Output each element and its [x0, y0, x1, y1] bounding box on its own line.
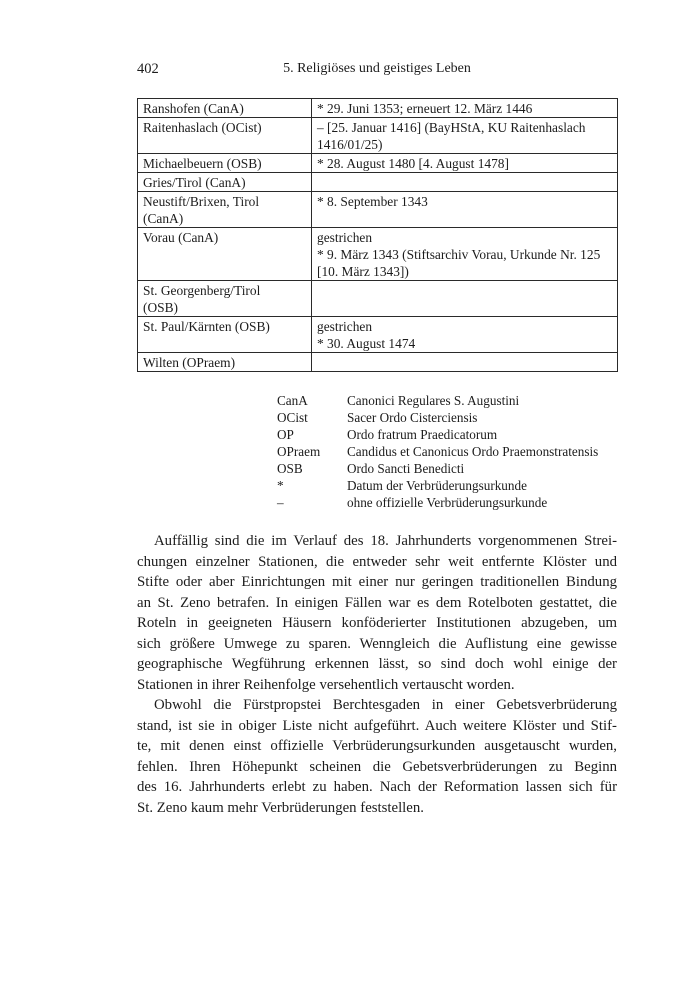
paragraph-line: St. Zeno kaum mehr Verbrüderungen feststellen. [137, 799, 424, 816]
table-row [138, 281, 618, 317]
paragraph-line: Stifte oder aber Einrichtungen mit einer nur geringen traditionellen Bindung [137, 574, 617, 590]
confraternity-info-line: gestrichen [317, 230, 373, 245]
confraternity-info-cell [312, 99, 618, 118]
station-name-line: (CanA) [143, 211, 184, 226]
body-paragraph [137, 531, 617, 695]
body-paragraph [137, 695, 617, 818]
station-cell [138, 173, 312, 192]
table-row [138, 154, 618, 173]
table-row [138, 192, 618, 228]
legend-abbreviation: OCist [277, 410, 308, 425]
confraternity-info-line: 1416/01/25) [317, 137, 383, 152]
paragraph-line: sich größere Umwege zu sparen. Wenngleich die Auflistung eine gewisse [137, 635, 617, 652]
legend-definition: Ordo Sancti Benedicti [347, 461, 465, 476]
legend-row [277, 409, 598, 426]
station-name-line: Neustift/Brixen, Tirol [143, 194, 260, 209]
paragraph-line: Obwohl die Fürstpropstei Berchtesgaden in einer Gebetsverbrüderung [154, 697, 617, 713]
table-row [138, 173, 618, 192]
station-cell [138, 353, 312, 372]
legend-abbreviation: CanA [277, 393, 308, 408]
station-cell [138, 281, 312, 317]
running-head: 5. Religiöses und geistiges Leben [283, 61, 471, 76]
station-cell [138, 99, 312, 118]
station-cell [138, 154, 312, 173]
legend-row [277, 426, 598, 443]
paragraph-line: Roteln in geeigneten Häusern konföderierter Institutionen abzugeben, um [137, 615, 617, 631]
confraternity-info-line: * 8. September 1343 [317, 194, 428, 209]
page-number: 402 [137, 61, 159, 77]
confraternity-info-cell [312, 317, 618, 353]
legend-row [277, 494, 598, 511]
paragraph-line: chungen einzelner Stationen, die entweder sehr weit entfernte Klöster und [137, 553, 617, 570]
station-name-line: Wilten (OPraem) [143, 355, 236, 370]
body-text [137, 531, 617, 818]
legend-definition: Canonici Regulares S. Augustini [347, 393, 520, 408]
legend-definition: ohne offizielle Verbrüderungsurkunde [347, 495, 548, 510]
confraternity-info-line: * 28. August 1480 [4. August 1478] [317, 156, 509, 171]
table-row [138, 317, 618, 353]
confraternity-info-line: * 30. August 1474 [317, 336, 416, 351]
station-cell [138, 192, 312, 228]
confraternity-info-cell [312, 353, 618, 372]
stations-table [137, 98, 618, 372]
table-row [138, 353, 618, 372]
station-cell [138, 228, 312, 281]
table-row [138, 118, 618, 154]
legend-abbreviation: * [277, 478, 284, 493]
station-name-line: Vorau (CanA) [143, 230, 219, 245]
confraternity-info-cell [312, 154, 618, 173]
station-name-line: (OSB) [143, 300, 178, 315]
confraternity-info-cell [312, 118, 618, 154]
paragraph-line: an St. Zeno betrafen. In einigen Fällen war es dem Rotelboten gestattet, die [137, 594, 617, 611]
station-cell [138, 118, 312, 154]
paragraph-line: fehlen. Ihren Höhepunkt scheinen die Gebetsverbrüderungen zu Beginn [137, 758, 617, 775]
legend-definition: Candidus et Canonicus Ordo Praemonstratensis [347, 444, 599, 459]
station-name-line: Michaelbeuern (OSB) [143, 156, 262, 171]
legend-abbreviation: OSB [277, 461, 303, 476]
station-cell [138, 317, 312, 353]
legend-row [277, 392, 598, 409]
paragraph-line: des 16. Jahrhunderts erlebt zu haben. Nach der Reformation lassen sich für [137, 779, 617, 795]
legend-row [277, 460, 598, 477]
paragraph-line: Auffällig sind die im Verlauf des 18. Jahrhunderts vorgenommenen Strei- [154, 533, 617, 549]
paragraph-line: te, mit denen einst offizielle Verbrüderungsurkunden ausgetauscht wurden, [137, 738, 617, 754]
page-header [137, 61, 617, 83]
legend-abbreviation: – [277, 495, 284, 510]
confraternity-info-cell [312, 281, 618, 317]
confraternity-info-line: [10. März 1343]) [317, 264, 409, 279]
confraternity-info-line: – [25. Januar 1416] (BayHStA, KU Raitenhaslach [317, 120, 586, 135]
confraternity-info-line: * 9. März 1343 (Stiftsarchiv Vorau, Urkunde Nr. 125 [317, 247, 601, 262]
paragraph-line: geographische Wegführung erkennen lässt, so sind doch wohl einige der [137, 656, 617, 672]
legend-row [277, 443, 598, 460]
paragraph-line: stand, ist sie in obiger Liste nicht aufgeführt. Auch weitere Klöster und Stif- [137, 717, 617, 734]
legend-abbreviation: OPraem [277, 444, 321, 459]
confraternity-info-cell [312, 173, 618, 192]
legend-definition: Sacer Ordo Cisterciensis [347, 410, 478, 425]
station-name-line: Ranshofen (CanA) [143, 101, 244, 116]
table-row [138, 99, 618, 118]
confraternity-info-line: * 29. Juni 1353; erneuert 12. März 1446 [317, 101, 533, 116]
legend-row [277, 477, 598, 494]
legend-definition: Datum der Verbrüderungsurkunde [347, 478, 527, 493]
paragraph-line: Stationen in ihrer Reihenfolge versehentlich vertauscht worden. [137, 676, 515, 693]
confraternity-info-cell [312, 228, 618, 281]
station-name-line: St. Paul/Kärnten (OSB) [143, 319, 270, 334]
confraternity-info-cell [312, 192, 618, 228]
station-name-line: St. Georgenberg/Tirol [143, 283, 261, 298]
table-row [138, 228, 618, 281]
station-name-line: Gries/Tirol (CanA) [143, 175, 246, 190]
legend-definition: Ordo fratrum Praedicatorum [347, 427, 498, 442]
station-name-line: Raitenhaslach (OCist) [143, 120, 262, 135]
confraternity-info-line: gestrichen [317, 319, 373, 334]
legend-abbreviation: OP [277, 427, 294, 442]
abbreviation-legend [277, 392, 598, 511]
